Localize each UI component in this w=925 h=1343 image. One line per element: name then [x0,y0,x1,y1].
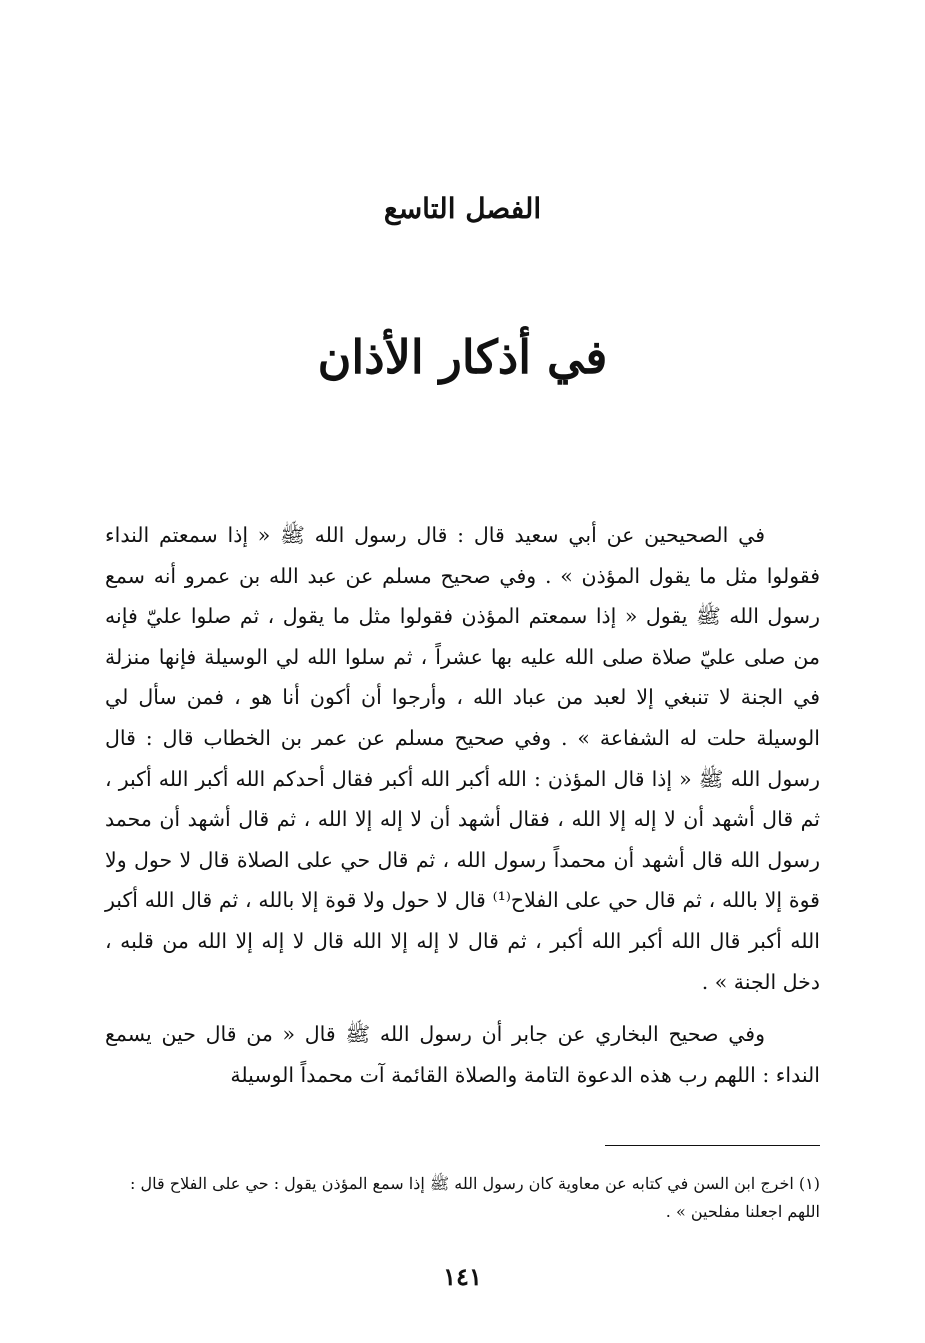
chapter-title: في أذكار الأذان [317,330,608,384]
footnote: (١) اخرج ابن السن في كتابه عن معاوية كان رسول الله ﷺ إذا سمع المؤذن يقول : حي على الفلاح قال : اللهم اجعلنا مفلحين » . [130,1174,820,1221]
footnote-divider [605,1145,820,1146]
paragraph: في الصحيحين عن أبي سعيد قال : قال رسول الله ﷺ « إذا سمعتم النداء فقولوا مثل ما يقول المؤذن » . وفي صحيح مسلم عن عبد الله بن عمرو أنه سمع رسول الله ﷺ يقول « إذا سمعتم المؤذن فقولوا مثل ما يقول ، ثم صلوا عليّ فإنه من صلى عليّ صلاة صلى الله عليه بها عشراً ، ثم سلوا الله لي الوسيلة فإنها منزلة في الجنة لا تنبغي إلا لعبد من عباد الله ، وأرجوا أن أكون أنا هو ، فمن سأل لي الوسيلة حلت له الشفاعة » . وفي صحيح مسلم عن عمر بن الخطاب قال : قال رسول الله ﷺ « إذا قال المؤذن : الله أكبر الله أكبر فقال أحدكم الله أكبر الله أكبر ، ثم قال أشهد أن لا إله إلا الله ، فقال أشهد أن لا إله إلا الله ، ثم قال أشهد أن محمد رسول الله قال أشهد أن محمداً رسول الله ، ثم قال حي على الصلاة قال لا حول ولا قوة إلا بالله ، ثم قال حي على الفلاح⁽¹⁾ قال لا حول ولا قوة إلا بالله ، ثم قال الله أكبر الله أكبر قال الله أكبر الله أكبر ، ثم قال لا إله إلا الله قال لا إله إلا الله من قلبه ، دخل الجنة » . [105,523,820,994]
body-text [105,515,820,1095]
paragraph: وفي صحيح البخاري عن جابر أن رسول الله ﷺ قال « من قال حين يسمع النداء : اللهم رب هذه الدعوة التامة والصلاة القائمة آت محمداً الوسيلة [105,1022,820,1087]
page-number: ١٤١ [443,1262,482,1291]
chapter-label: الفصل التاسع [383,192,542,225]
